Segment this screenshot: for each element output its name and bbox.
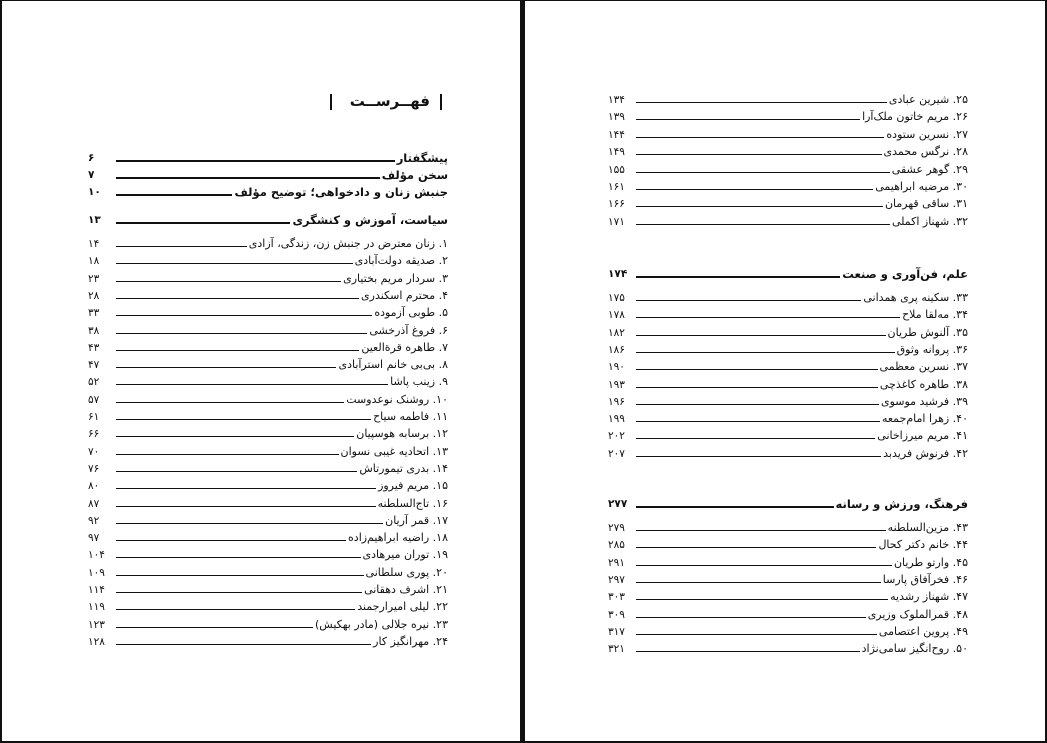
toc-page-number: ۱۴ bbox=[88, 238, 100, 250]
toc-entry[interactable] bbox=[88, 615, 448, 632]
dot-leader-line bbox=[116, 281, 341, 282]
toc-section-heading[interactable] bbox=[88, 182, 448, 199]
toc-entry[interactable] bbox=[88, 528, 448, 545]
toc-page-number: ۱۱۹ bbox=[88, 601, 105, 614]
toc-entry-title: ۱۹. توران میرهادی bbox=[362, 548, 448, 562]
dot-leader-line bbox=[116, 471, 357, 472]
toc-entry[interactable] bbox=[608, 142, 968, 159]
toc-entry[interactable] bbox=[88, 424, 448, 441]
toc-entry[interactable] bbox=[608, 288, 968, 305]
toc-page-number: ۶۱ bbox=[88, 411, 100, 423]
toc-section-heading[interactable] bbox=[88, 148, 448, 165]
toc-entry[interactable] bbox=[608, 177, 968, 194]
toc-entry-title: ۲۶. مریم خاتون ملک‌آرا bbox=[862, 110, 968, 124]
dot-leader-line bbox=[636, 206, 883, 207]
toc-page-number: ۳۰۹ bbox=[608, 608, 625, 621]
toc-entry[interactable] bbox=[88, 459, 448, 476]
toc-entry[interactable] bbox=[608, 587, 968, 604]
toc-entry-title: ۴۷. شهناز رشدیه bbox=[890, 590, 968, 604]
dot-leader-line bbox=[116, 384, 388, 385]
toc-entry[interactable] bbox=[608, 426, 968, 443]
toc-page-number: ۱۳۹ bbox=[608, 111, 625, 124]
toc-entry[interactable] bbox=[608, 553, 968, 570]
toc-entry-title: ۴۴. خانم دکتر کحال bbox=[878, 538, 968, 552]
toc-entry[interactable] bbox=[88, 632, 448, 649]
toc-entry[interactable] bbox=[608, 622, 968, 639]
toc-entry-title: ۱۵. مریم فیروز bbox=[378, 479, 448, 493]
toc-entry-title: ۱۶. تاج‌السلطنه bbox=[377, 496, 448, 510]
dot-leader-line bbox=[116, 194, 232, 196]
toc-entry-title: ۹. زینب پاشا bbox=[390, 375, 448, 389]
dot-leader-line bbox=[636, 224, 890, 225]
toc-title-text: فهــرســت bbox=[349, 92, 430, 110]
toc-entry-title: ۴۹. پروین اعتصامی bbox=[878, 624, 968, 638]
toc-entry-title: ۳۲. شهناز اکملی bbox=[891, 214, 968, 228]
toc-entry-title: علم، فن‌آوری و صنعت bbox=[842, 267, 968, 281]
toc-entry[interactable] bbox=[88, 390, 448, 407]
toc-page-number: ۳۸ bbox=[88, 324, 100, 337]
toc-page-number: ۷۰ bbox=[88, 445, 100, 458]
dot-leader-line bbox=[636, 404, 879, 405]
toc-entry-title: جنبش زنان و دادخواهی؛ توضیح مؤلف bbox=[234, 185, 448, 199]
dot-leader-line bbox=[636, 387, 878, 388]
toc-entry-title: ۳۴. مه‌لقا ملاح bbox=[902, 308, 968, 322]
toc-entry-title: ۳۸. طاهره کاغذچی bbox=[879, 377, 968, 391]
dot-leader-line bbox=[116, 609, 355, 610]
toc-entry-title: ۳۶. پروانه وثوق bbox=[896, 342, 968, 356]
dot-leader-line bbox=[116, 419, 371, 420]
toc-page-number: ۱۸۲ bbox=[608, 326, 625, 339]
dot-leader-line bbox=[116, 540, 346, 541]
toc-entry[interactable] bbox=[88, 494, 448, 511]
dot-leader-line bbox=[116, 160, 395, 162]
toc-entry[interactable] bbox=[88, 286, 448, 303]
toc-entry-title: ۴۵. وارتو طریان bbox=[893, 555, 968, 569]
toc-entry-title: پیشگفتار bbox=[396, 151, 448, 165]
toc-page-number: ۷ bbox=[88, 169, 95, 181]
toc-entry-title: ۳۱. ساقی قهرمان bbox=[884, 197, 968, 211]
toc-entry[interactable] bbox=[608, 392, 968, 409]
toc-entry[interactable] bbox=[608, 518, 968, 535]
toc-entry-title: ۵. طوبی آزموده bbox=[374, 306, 448, 320]
dot-leader-line bbox=[116, 333, 367, 334]
toc-entry[interactable] bbox=[608, 305, 968, 322]
dot-leader-line bbox=[116, 298, 359, 299]
title-bar-right bbox=[440, 94, 442, 110]
toc-entry-title: ۱۲. برسابه هوسپیان bbox=[356, 427, 448, 441]
toc-entry-title: ۲۹. گوهر عشقی bbox=[891, 162, 968, 176]
book-spine bbox=[520, 0, 525, 743]
toc-page-number: ۲۹۷ bbox=[608, 573, 625, 586]
toc-page-number: ۳۳ bbox=[88, 307, 100, 320]
dot-leader-line bbox=[636, 565, 892, 566]
dot-leader-line bbox=[636, 300, 861, 301]
toc-entry[interactable] bbox=[608, 444, 968, 461]
toc-entry-title: ۱۰. روشنک نوعدوست bbox=[346, 392, 448, 406]
toc-page-number: ۱۹۳ bbox=[608, 378, 625, 391]
toc-entry-title: ۱. زنان معترض در جنبش زن، زندگی، آزادی bbox=[248, 237, 448, 250]
toc-entry[interactable] bbox=[88, 597, 448, 614]
toc-page-number: ۵۲ bbox=[88, 376, 100, 389]
dot-leader-line bbox=[636, 276, 840, 278]
dot-leader-line bbox=[636, 352, 895, 353]
toc-entry[interactable] bbox=[88, 511, 448, 528]
dot-leader-line bbox=[636, 582, 881, 583]
toc-entry[interactable] bbox=[608, 107, 968, 124]
toc-page-number: ۱۸ bbox=[88, 255, 100, 268]
toc-entry[interactable] bbox=[608, 639, 968, 656]
toc-page-number: ۱۲۸ bbox=[88, 635, 105, 648]
dot-leader-line bbox=[116, 557, 361, 558]
toc-entry[interactable] bbox=[88, 303, 448, 320]
dot-leader-line bbox=[116, 627, 313, 628]
toc-entry-title: ۳۵. آلنوش طریان bbox=[887, 325, 968, 339]
dot-leader-line bbox=[636, 154, 882, 155]
toc-page-number: ۱۳۴ bbox=[608, 94, 625, 106]
dot-leader-line bbox=[116, 644, 371, 645]
toc-entry-title: ۱۸. راضیه ابراهیم‌زاده bbox=[348, 531, 448, 545]
toc-page-number: ۱۷۱ bbox=[608, 215, 625, 228]
dot-leader-line bbox=[116, 436, 354, 437]
dot-leader-line bbox=[636, 530, 886, 531]
dot-leader-line bbox=[636, 369, 878, 370]
toc-entry-title: ۲۸. نرگس محمدی bbox=[883, 145, 968, 159]
toc-entry[interactable] bbox=[608, 340, 968, 357]
toc-entry[interactable] bbox=[608, 125, 968, 142]
toc-entry[interactable] bbox=[88, 476, 448, 493]
toc-entry-title: ۴۱. مریم میرزاخانی bbox=[877, 429, 968, 443]
toc-page-number: ۱۴۴ bbox=[608, 128, 625, 141]
toc-page-number: ۲۸۵ bbox=[608, 539, 625, 552]
toc-section-heading[interactable] bbox=[88, 165, 448, 182]
toc-title bbox=[300, 92, 460, 114]
toc-entry-title: ۴۸. قمرالملوک وزیری bbox=[867, 607, 968, 621]
toc-page-number: ۸۰ bbox=[88, 480, 100, 493]
toc-entry[interactable] bbox=[608, 160, 968, 177]
toc-entry[interactable] bbox=[88, 338, 448, 355]
dot-leader-line bbox=[636, 137, 884, 138]
toc-entry[interactable] bbox=[608, 357, 968, 374]
toc-entry-title: سخن مؤلف bbox=[381, 168, 448, 182]
toc-entry-title: ۳۰. مرضیه ابراهیمی bbox=[875, 180, 968, 193]
toc-entry[interactable] bbox=[88, 407, 448, 424]
toc-entry-title: ۷. طاهره قرةالعین bbox=[361, 340, 448, 354]
toc-entry-title: ۵۰. روح‌انگیز سامی‌نژاد bbox=[861, 642, 968, 656]
toc-entry[interactable] bbox=[88, 442, 448, 459]
toc-entry[interactable] bbox=[88, 321, 448, 338]
toc-entry[interactable] bbox=[88, 580, 448, 597]
toc-entry-title: ۸. بی‌بی خانم استرآبادی bbox=[338, 358, 448, 372]
dot-leader-line bbox=[636, 317, 900, 318]
toc-page-number: ۱۰ bbox=[88, 186, 101, 198]
toc-entry-title: ۲۰. پوری سلطانی bbox=[365, 565, 448, 579]
dot-leader-line bbox=[636, 189, 873, 190]
toc-page-number: ۳۰۳ bbox=[608, 591, 625, 604]
toc-entry[interactable] bbox=[608, 90, 968, 107]
toc-entry-title: ۲۲. لیلی امیرارجمند bbox=[357, 600, 448, 614]
toc-page-number: ۱۷۸ bbox=[608, 309, 625, 322]
toc-entry-title: ۲. صدیقه دولت‌آبادی bbox=[354, 254, 448, 268]
toc-entry-title: ۶. فروغ آذرخشی bbox=[369, 323, 448, 337]
dot-leader-line bbox=[636, 456, 881, 457]
toc-entry[interactable] bbox=[608, 570, 968, 587]
toc-entry-title: ۲۱. اشرف دهقانی bbox=[364, 583, 448, 596]
toc-page-number: ۷۶ bbox=[88, 462, 100, 475]
toc-page-number: ۱۲۳ bbox=[88, 618, 105, 631]
dot-leader-line bbox=[636, 617, 866, 618]
toc-entry-title: ۳. سردار مریم بختیاری bbox=[343, 271, 448, 285]
dot-leader-line bbox=[116, 367, 336, 368]
dot-leader-line bbox=[636, 102, 887, 103]
toc-page-number: ۲۷۹ bbox=[608, 522, 625, 534]
toc-entry-title: ۱۷. قمر آریان bbox=[385, 513, 448, 527]
toc-entry[interactable] bbox=[608, 409, 968, 426]
toc-page-number: ۵۷ bbox=[88, 393, 100, 406]
toc-page-number: ۱۶۶ bbox=[608, 198, 625, 211]
toc-entry-title: ۱۱. فاطمه سیاح bbox=[373, 410, 448, 423]
dot-leader-line bbox=[116, 523, 383, 524]
toc-page-number: ۱۹۹ bbox=[608, 413, 625, 426]
toc-page-number: ۱۷۴ bbox=[608, 268, 628, 280]
toc-page-number: ۱۵۵ bbox=[608, 163, 625, 176]
dot-leader-line bbox=[636, 119, 860, 120]
toc-page-number: ۶ bbox=[88, 152, 95, 164]
dot-leader-line bbox=[636, 172, 890, 173]
toc-page-number: ۱۸۶ bbox=[608, 343, 625, 356]
toc-entry[interactable] bbox=[88, 269, 448, 286]
dot-leader-line bbox=[116, 454, 339, 455]
toc-entry-title: ۱۳. اتحادیه غیبی نسوان bbox=[340, 444, 448, 458]
toc-page-number: ۴۳ bbox=[88, 341, 100, 354]
toc-entry-title: ۲۳. نیره جلالی (مادر بهکیش) bbox=[315, 617, 448, 631]
toc-entry-title: ۴۰. زهرا امام‌جمعه bbox=[881, 412, 968, 426]
toc-page-number: ۴۷ bbox=[88, 359, 100, 372]
page-border-left bbox=[0, 0, 2, 743]
dot-leader-line bbox=[116, 246, 247, 247]
toc-page-number: ۳۲۱ bbox=[608, 643, 625, 656]
toc-section-heading[interactable] bbox=[88, 210, 448, 227]
title-bar-left bbox=[330, 94, 332, 110]
dot-leader-line bbox=[116, 263, 353, 264]
toc-page-number: ۲۳ bbox=[88, 272, 100, 285]
dot-leader-line bbox=[636, 651, 860, 652]
dot-leader-line bbox=[636, 335, 886, 336]
toc-entry-title: سیاست، آموزش و کنشگری bbox=[292, 213, 448, 227]
toc-section-heading[interactable] bbox=[608, 494, 968, 511]
dot-leader-line bbox=[636, 506, 834, 508]
dot-leader-line bbox=[116, 177, 380, 179]
dot-leader-line bbox=[636, 438, 875, 439]
dot-leader-line bbox=[116, 592, 362, 593]
dot-leader-line bbox=[116, 350, 359, 351]
toc-entry[interactable] bbox=[88, 355, 448, 372]
toc-entry[interactable] bbox=[608, 212, 968, 229]
toc-entry-title: ۳۹. فرشید موسوی bbox=[880, 394, 968, 408]
toc-entry-title: ۳۳. سکینه پری همدانی bbox=[863, 291, 968, 304]
toc-page-number: ۱۶۱ bbox=[608, 181, 625, 193]
toc-page-number: ۱۱۴ bbox=[88, 584, 105, 596]
dot-leader-line bbox=[636, 421, 880, 422]
toc-page-number: ۲۹۱ bbox=[608, 556, 625, 569]
dot-leader-line bbox=[116, 402, 344, 403]
toc-page-number: ۲۷۷ bbox=[608, 498, 628, 510]
toc-entry-title: ۲۵. شیرین عبادی bbox=[888, 93, 968, 106]
toc-page-number: ۳۱۷ bbox=[608, 625, 625, 638]
dot-leader-line bbox=[116, 315, 372, 316]
toc-entry[interactable] bbox=[88, 251, 448, 268]
dot-leader-line bbox=[116, 222, 290, 224]
toc-entry[interactable] bbox=[608, 375, 968, 392]
toc-entry-title: ۴. محترم اسکندری bbox=[361, 288, 448, 302]
toc-entry-title: ۴۲. فرنوش فریدبد bbox=[883, 446, 968, 460]
dot-leader-line bbox=[636, 634, 877, 635]
toc-page-number: ۲۸ bbox=[88, 289, 100, 302]
toc-entry-title: ۴۳. مزین‌السلطنه bbox=[887, 521, 968, 534]
dot-leader-line bbox=[636, 599, 888, 600]
toc-section-heading[interactable] bbox=[608, 264, 968, 281]
toc-entry[interactable] bbox=[88, 234, 448, 251]
toc-page-number: ۱۰۹ bbox=[88, 566, 105, 579]
toc-page-number: ۶۶ bbox=[88, 428, 100, 441]
toc-entry-title: ۳۷. نسرین معظمی bbox=[879, 360, 968, 374]
toc-page-number: ۱۹۶ bbox=[608, 395, 625, 408]
toc-page-number: ۸۷ bbox=[88, 497, 100, 510]
toc-entry[interactable] bbox=[608, 323, 968, 340]
toc-entry-title: ۲۷. نسرین ستوده bbox=[886, 127, 968, 141]
dot-leader-line bbox=[116, 506, 376, 507]
toc-entry[interactable] bbox=[88, 563, 448, 580]
toc-entry[interactable] bbox=[608, 535, 968, 552]
toc-entry-title: ۲۴. مهرانگیز کار bbox=[373, 634, 448, 648]
toc-page-number: ۹۷ bbox=[88, 532, 100, 545]
toc-page-number: ۲۰۲ bbox=[608, 430, 625, 443]
toc-entry[interactable] bbox=[608, 194, 968, 211]
toc-page-number: ۱۰۴ bbox=[88, 549, 105, 562]
dot-leader-line bbox=[116, 575, 364, 576]
toc-entry[interactable] bbox=[88, 545, 448, 562]
toc-page-number: ۱۳ bbox=[88, 214, 101, 226]
toc-page-number: ۱۹۰ bbox=[608, 361, 625, 374]
toc-entry-title: ۱۴. بدری تیمورتاش bbox=[359, 461, 448, 475]
dot-leader-line bbox=[116, 488, 376, 489]
toc-page-number: ۹۲ bbox=[88, 514, 100, 527]
toc-page-number: ۲۰۷ bbox=[608, 447, 625, 460]
toc-page-number: ۱۴۹ bbox=[608, 146, 625, 159]
toc-entry[interactable] bbox=[88, 372, 448, 389]
toc-page-number: ۱۷۵ bbox=[608, 292, 625, 304]
toc-entry-title: ۴۶. فخرآفاق پارسا bbox=[882, 572, 968, 586]
toc-entry-title: فرهنگ، ورزش و رسانه bbox=[835, 497, 968, 511]
toc-entry[interactable] bbox=[608, 605, 968, 622]
dot-leader-line bbox=[636, 547, 876, 548]
